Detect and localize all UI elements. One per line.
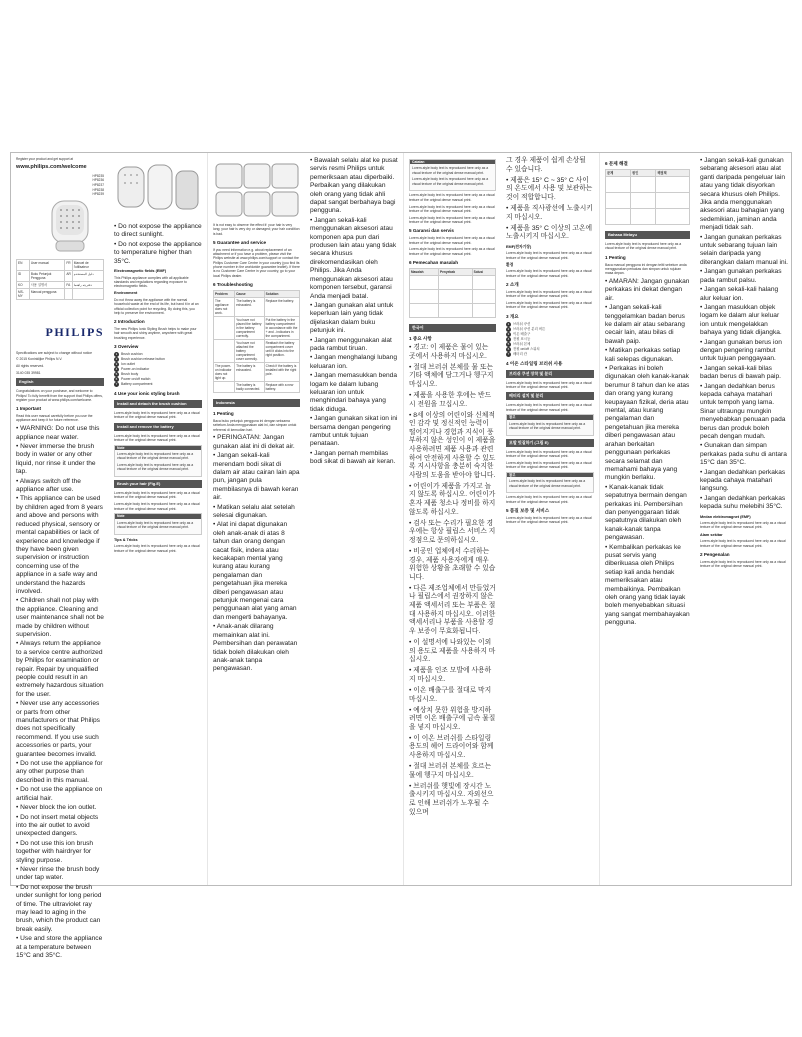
- filler-text: Lorem-style body text is reproduced here only as a visual texture of the original dense manual print.: [409, 193, 495, 202]
- ko-warning: • 비공인 업체에서 수리하는 경우, 제품 사용자에게 매우 위험한 상황을 초래할 수 있습니다.: [409, 548, 496, 581]
- ko-cushion-bar: 브러쉬 쿠션 장착 및 분리: [506, 370, 594, 378]
- overview-item-label: 전원 on/off 스위치: [513, 346, 540, 351]
- filler-text: Lorem-style body text is reproduced here only as a visual texture of the original dense manual print.: [506, 290, 592, 299]
- ko-warning: • 이온 배출구를 절대로 막지 마십시오.: [409, 686, 492, 703]
- en-battery-bar: Install and remove the battery: [114, 423, 202, 431]
- table-row: [410, 303, 496, 317]
- lang-tab-korean: 한국어: [409, 324, 496, 332]
- lang-code: FR: [65, 259, 72, 270]
- en-warnings: [16, 425, 104, 960]
- filler-text: Lorem-style body text is reproduced here only as a visual texture of the original dense manual print.: [509, 479, 586, 488]
- ko-env-heading: 환경: [506, 262, 514, 267]
- lang-name: [72, 288, 103, 299]
- ms-warning: • Jangan gunakan perkakas pada rambut palsu.: [700, 268, 782, 284]
- id-masalah-heading: 6 Pemecahan masalah: [409, 259, 459, 265]
- id-warning: • Jangan menggunakan alat pada rambut tiruan.: [310, 336, 392, 352]
- en-use-heading: 4 Use your ionic styling brush: [114, 391, 180, 396]
- step-illustration: [213, 161, 301, 219]
- table-cell: The battery is badly connected.: [235, 381, 265, 392]
- ms-warning: • Jangan masukkan objek logam ke dalam alur keluar ion untuk mengelakkan bahaya yang tidak dijangka.: [700, 303, 782, 337]
- ko-warning: • 다른 제조업체에서 만들었거나 필립스에서 권장하지 않은 제품 액세서리 또는 부품은 절대 사용하지 마십시오. 이러한 액세서리나 부품을 사용할 경우 보증이 무효화됩니다.: [409, 584, 496, 635]
- table-row: [606, 209, 690, 225]
- filler-text: Lorem-style body text is reproduced here only as a visual texture of the original dense manual print.: [509, 421, 586, 430]
- lang-code: KO: [17, 281, 30, 288]
- overview-item-label: 브러쉬 본체: [513, 341, 531, 346]
- overview-item: 1 브러쉬 쿠션: [507, 321, 531, 326]
- note-heading: 참고: [507, 415, 593, 419]
- overview-item-label: 이온 배출구: [513, 331, 531, 336]
- ko-warning: • 어린이가 제품을 가지고 놀지 않도록 하십시오. 어린이가 혼자 제품 청소나 정비를 하지 않도록 하십시오.: [409, 482, 496, 516]
- id-warning: • Jangan gunakan sikat ion ini bersama dengan pengering rambut untuk tujuan penataan.: [310, 415, 398, 448]
- overview-item-label: 전원 표시등: [513, 336, 531, 341]
- ko-warning: • 8세 이상의 어린이와 신체적인 감각 및 정신적인 능력이 떨어지거나 경험과 지식이 풍부하지 않은 성인이 이 제품을 사용하려면 제품 사용과 관련하여 안전하게 사용할 수 있도록 지시사항을 충분히 숙지한 사람의 도움을 받아야 합니다.: [409, 411, 496, 479]
- en-emf-heading: Electromagnetic fields (EMF): [114, 269, 167, 274]
- ko-note-box-2: [506, 472, 594, 493]
- en-env-heading: Environment: [114, 291, 138, 296]
- ko-column-7: [599, 153, 695, 885]
- ms-warning: • Jangan gunakan perkakas untuk sebarang tujuan lain selain daripada yang diterangkan dalam manual ini.: [700, 233, 788, 266]
- id-warnings-cont: [310, 157, 398, 467]
- en-overview-list: [114, 352, 202, 387]
- doc-number: 3140 035 39981: [16, 370, 41, 375]
- overview-item: 4 전원 표시등: [507, 336, 531, 341]
- lang-code: FA: [65, 281, 72, 288]
- ko-warning: • 경고: 이 제품은 물이 있는 곳에서 사용하지 마십시오.: [409, 343, 489, 360]
- table-header: 문제: [606, 170, 631, 177]
- ko-warning: • 브러쉬를 햇빛에 장시간 노출시키지 마십시오. 자외선으로 인해 브러쉬가 노후될 수 있으며: [409, 782, 494, 816]
- en-brush-bar: Brush your hair (Fig.E): [114, 480, 202, 488]
- filler-text: Lorem-style body text is reproduced here only as a visual texture of the original dense manual print.: [506, 495, 592, 504]
- en-warning: • Do not use the appliance for any other purpose than described in this manual.: [16, 760, 103, 784]
- ko-warning: • 제품을 직사광선에 노출시키지 마십시오.: [506, 204, 593, 221]
- filler-text: Lorem-style body text is reproduced here only as a visual texture of the original dense manual print.: [506, 460, 592, 470]
- lang-name: Manuel de l'utilisateur: [72, 259, 103, 270]
- table-row: [214, 362, 300, 381]
- cover-column: [11, 153, 109, 960]
- id-warning: • Jangan sekali-kali menggunakan aksesori atau komponen apa pun dari produsen lain atau yang tidak secara khusus direkomendasikan oleh Philips. Jika Anda menggunakan aksesori atau komponen tersebut, garansi Anda menjadi batal.: [310, 216, 397, 300]
- table-row: [606, 177, 690, 193]
- model-code: HP8238: [92, 187, 104, 192]
- filler-text: Lorem-style body text is reproduced here only as a visual texture of the original dense manual print.: [506, 380, 592, 390]
- lang-code: MS-MY: [17, 288, 30, 299]
- en-warning: • Never use any accessories or parts from other manufacturers or that Philips does not specifically recommend. If you use such accessories or parts, your guarantee becomes invalid.: [16, 700, 100, 758]
- table-row: [214, 381, 300, 392]
- lang-name: دفترچه راهنما: [72, 281, 103, 288]
- en-column-2: [109, 153, 207, 885]
- filler-text: Lorem-style body text is reproduced here only as a visual texture of the original dense manual print.: [412, 166, 489, 175]
- table-header: Masalah: [410, 268, 439, 275]
- ko-warning: • 검사 또는 수리가 필요한 경우에는 항상 필립스 서비스 지정점으로 문의하십시오.: [409, 519, 496, 544]
- filler-text: Lorem-style body text is reproduced here only as a visual texture of the original dense manual print.: [506, 403, 592, 412]
- en-tips-heading: Tips & Tricks: [114, 537, 138, 542]
- en-important-heading: 1 Important: [16, 406, 42, 412]
- table-cell: Check if the battery is installed with the right pole.: [264, 362, 299, 381]
- en-install-bar: Install and detach the brush cushion: [114, 400, 202, 408]
- filler-text: Lorem-style body text is reproduced here only as a visual texture of the original dense manual print.: [506, 515, 592, 525]
- en-guarantee-heading: 5 Guarantee and service: [213, 239, 267, 245]
- ms-env-heading: Alam sekitar: [700, 532, 723, 537]
- overview-item: 2 Brush cushion release button: [115, 357, 165, 361]
- model-code: HP8237: [92, 182, 104, 187]
- table-header: Problem: [214, 290, 235, 297]
- lang-tab-indonesia: Indonesia: [213, 399, 300, 407]
- table-cell: [214, 339, 235, 362]
- ko-battery-bar: 배터리 설치 및 분리: [506, 392, 594, 400]
- en-column-3: [207, 153, 305, 885]
- overview-item-label: Brush cushion: [121, 352, 143, 356]
- id-trouble-table: [409, 268, 496, 318]
- note-heading: Note: [115, 446, 201, 450]
- filler-text: Lorem-style body text is reproduced here only as a visual texture of the original dense manual print.: [114, 433, 200, 442]
- register-line: Register your product and get support at: [16, 157, 74, 161]
- filler-text: Lorem-style body text is reproduced here only as a visual texture of the original dense manual print.: [700, 559, 786, 569]
- ko-warning: • 제품을 35° C 이상의 고온에 노출시키지 마십시오.: [506, 224, 593, 241]
- id-warning: • Anak-anak dilarang memainkan alat ini. Pembersihan dan perawatan tidak boleh dilakukan oleh anak-anak tanpa pengawasan.: [213, 623, 298, 673]
- en-warning: • Children shall not play with the appliance. Cleaning and user maintenance shall not be made by children without supervision.: [16, 597, 104, 638]
- table-row: [214, 297, 300, 316]
- overview-item-label: Power-on indicator: [121, 367, 150, 371]
- table-header: Penyebab: [439, 268, 473, 275]
- overview-item: 6 전원 on/off 스위치: [507, 346, 540, 351]
- id-column-4: [305, 153, 403, 885]
- ko-warning: • 예상치 못한 위험을 방지하려면 이온 배출구에 금속 물질을 넣지 마십시오.: [409, 706, 496, 731]
- lang-code: AR: [65, 270, 72, 281]
- ms-penting-intro: Baca manual pengguna ini dengan teliti sebelum anda menggunakan perkakas dan simpan untuk rujukan masa depan.: [605, 262, 687, 276]
- filler-text: Lorem-style body text is reproduced here only as a visual texture of the original dense manual print.: [114, 544, 200, 553]
- filler-text: Lorem-style body text is reproduced here only as a visual texture of the original dense manual print.: [605, 242, 682, 251]
- filler-text: Lorem-style body text is reproduced here only as a visual texture of the original dense manual print.: [506, 251, 592, 260]
- table-cell: The power-on indicator does not light up.: [214, 362, 235, 381]
- en-env-text: Do not throw away the appliance with the normal household waste at the end of its life, but hand it in at an official collection point for recycling. By doing this, you help to preserve the environment.: [114, 297, 199, 315]
- lang-name: User manual: [29, 259, 65, 270]
- en-warning: • Never block the ion outlet.: [16, 804, 97, 812]
- id-warning: • Jangan sekali-kali merendam bodi sikat di dalam air atau cairan lain apa pun, jangan pula membilasnya di bawah keran air.: [213, 452, 300, 502]
- filler-text: Lorem-style body text is reproduced here only as a visual texture of the original dense manual print.: [506, 449, 592, 459]
- ko-trouble-heading: 6 문제 해결: [605, 161, 628, 166]
- en-warning: • Do not expose the appliance to temperature higher than 35°C.: [114, 240, 202, 265]
- model-code: HP8239: [92, 192, 104, 197]
- ms-warning: • Jangan gunakan berus ion dengan pengering rambut untuk tujuan penggayaan.: [700, 338, 782, 363]
- overview-item-label: Battery compartment: [121, 382, 153, 386]
- overview-item-label: 배터리 칸: [513, 351, 528, 356]
- ko-brush-bar: 모발 빗질하기 (그림 E): [506, 439, 594, 447]
- ms-warnings-cont: [700, 157, 788, 512]
- ko-warning: • 이 설명서에 나와있는 이외의 용도로 제품을 사용하지 마십시오.: [409, 638, 496, 664]
- filler-text: Lorem-style body text is reproduced here only as a visual texture of the original dense manual print.: [114, 411, 200, 420]
- overview-item-label: 브러쉬 쿠션: [513, 321, 531, 326]
- table-cell: The battery is exhausted.: [235, 297, 265, 316]
- language-table: [16, 259, 104, 300]
- ms-warning: • Perkakas ini boleh digunakan oleh kanak-kanak berumur 8 tahun dan ke atas dan orang yang kurang keupayaan fizikal, deria atau mental, atau kurang pengalaman dan pengetahuan jika mereka diberi pengawasan atau arahan berkaitan penggunaan perkakas secara selamat dan memahami bahaya yang mungkin berlaku.: [605, 365, 690, 482]
- ko-note-box: [506, 414, 594, 435]
- table-row: [410, 289, 496, 303]
- en-intro: Congratulations on your purchase, and welcome to Philips! To fully benefit from the support that Philips offers, register your product at www.philips.com/welcome.: [16, 389, 103, 402]
- ko-warning: • 이 이온 브러쉬를 스타일링 용도의 헤어 드라이어와 함께 사용하지 마십시오.: [409, 734, 494, 760]
- lang-name: 사용 설명서: [29, 281, 65, 288]
- table-header: Cause: [235, 290, 265, 297]
- model-code: HP8235: [92, 173, 104, 178]
- overview-item: 3 이온 배출구: [507, 331, 531, 336]
- overview-item: 3 Ion outlet: [115, 362, 135, 366]
- ko-warnings-cont: [506, 157, 594, 242]
- id-penting-heading: 1 Penting: [213, 410, 234, 416]
- overview-item-label: Power on/off switch: [121, 377, 151, 381]
- product-image: [16, 197, 104, 259]
- id-warning: • Bawalah selalu alat ke pusat servis resmi Philips untuk pemeriksaan atau diperbaiki. Perbaikan yang dilakukan oleh orang yang tidak ahli dapat sangat berbahaya bagi pengguna.: [310, 157, 398, 215]
- filler-text: Lorem-style body text is reproduced here only as a visual texture of the original dense manual print.: [700, 539, 786, 548]
- ko-overview-heading: 3 개요: [506, 313, 519, 319]
- overview-item-label: Ion outlet: [121, 362, 135, 366]
- en-intro-heading: 2 Introduction: [114, 319, 145, 325]
- ko-warning: 그 경우 제품이 쉽게 손상될 수 있습니다.: [506, 157, 586, 173]
- ms-penting-heading: 1 Penting: [605, 254, 626, 260]
- id-warning: • Jangan menghalangi lubang keluaran ion.: [310, 354, 397, 370]
- id-warnings: [213, 434, 300, 673]
- ko-warning: • 제품을 인조 모발에 사용하지 마십시오.: [409, 667, 492, 683]
- table-cell: Put the battery in the battery compartment in accordance with the + and - indicators in the compartment.: [264, 316, 299, 339]
- id-warning: • Jangan pernah membilas bodi sikat di bawah air keran.: [310, 449, 396, 466]
- note-heading: Note: [115, 514, 201, 518]
- id-column-5: [403, 153, 501, 885]
- en-emf-text: This Philips appliance complies with all applicable standards and regulations regarding exposure to electromagnetic fields.: [114, 275, 189, 289]
- ko-warning: • 제품을 사용한 후에는 반드시 전원을 끄십시오.: [409, 391, 492, 408]
- en-warning: • Do not insert metal objects into the air outlet to avoid unexpected dangers.: [16, 813, 99, 838]
- en-warning: • WARNING: Do not use this appliance near water.: [16, 425, 100, 441]
- table-row: [214, 339, 300, 362]
- en-trouble-heading: 6 Troubleshooting: [213, 281, 253, 287]
- table-cell: Replace the battery.: [264, 297, 299, 316]
- ms-warning: • Jangan dedahkan berus kepada cahaya matahari untuk tempoh yang lama. Sinar ultraungu mungkin menyebabkan penuaan pada berus dan produk boleh pecah dengan mudah.: [700, 382, 786, 440]
- en-overview-heading: 3 Overview: [114, 344, 139, 349]
- en-warnings-cont: [114, 223, 202, 266]
- table-cell: The appliance does not work.: [214, 297, 235, 316]
- table-row: [214, 316, 300, 339]
- table-header: 해결책: [656, 170, 690, 177]
- lang-tab-malay: Bahasa Melayu: [605, 231, 690, 239]
- ms-emf-heading: Medan elektromagnet (EMF): [700, 514, 751, 519]
- table-header: 원인: [631, 170, 656, 177]
- step-figures: [213, 161, 300, 219]
- en-warning: • Do not use this ion brush together with hairdryer for styling purpose.: [16, 839, 94, 864]
- ms-column-8: [695, 153, 793, 885]
- ms-warning: • Kanak-kanak tidak sepatutnya bermain dengan perkakas ini. Pembersihan dan penyenggaraan tidak sepatutnya dilakukan oleh kanak-kanak tanpa pengawasan.: [605, 483, 687, 542]
- table-cell: [214, 381, 235, 392]
- manual-sheet: [10, 152, 792, 960]
- id-penting-intro: Baca buku petunjuk pengguna ini dengan seksama sebelum Anda menggunakan alat ini, dan simpan untuk referensi di kemudian hari.: [213, 418, 297, 432]
- ko-warning: • 제품은 15° C ~ 35° C 사이의 온도에서 사용 및 보관하는 것이 적합합니다.: [506, 176, 593, 201]
- table-cell: You have not placed the battery in the battery compartment correctly.: [235, 316, 265, 339]
- ko-guarantee-heading: 5 품질 보증 및 서비스: [506, 507, 550, 513]
- table-cell: Replace with a new battery.: [264, 381, 299, 392]
- ms-warning: • AMARAN: Jangan gunakan perkakas ini dekat dengan air.: [605, 277, 690, 302]
- en-note-box: [114, 445, 202, 477]
- ko-warning: • 절대 브러쉬 본체를 물 또는 기타 액체에 담그거나 헹구지 마십시오.: [409, 363, 494, 388]
- overview-illustration: [114, 161, 202, 219]
- filler-text: Lorem-style body text is reproduced here only as a visual texture of the original dense manual print.: [114, 502, 200, 511]
- id-warning: • Alat ini dapat digunakan oleh anak-anak di atas 8 tahun dan orang dengan cacat fisik, indera atau kecakapan mental yang kurang atau kurang pengalaman dan pengetahuan jika mereka diberi pengawasan atau petunjuk mengenai cara penggunaan alat yang aman dan mengerti bahayanya.: [213, 521, 297, 621]
- ko-overview-list: [506, 322, 594, 357]
- en-warning: • Always switch off the appliance after use.: [16, 477, 81, 494]
- en-warning: • Do not expose the appliance to direct sunlight.: [114, 223, 202, 239]
- en-important-intro: Read this user manual carefully before you use the appliance and keep it for future reference.: [16, 414, 93, 423]
- table-header: Solusi: [472, 268, 495, 275]
- lang-name: دليل المستخدم: [72, 270, 103, 281]
- overview-item: 4 Power-on indicator: [115, 367, 150, 371]
- overview-item: 1 Brush cushion: [115, 352, 143, 356]
- table-row: [606, 193, 690, 209]
- table-row: [410, 275, 496, 289]
- ko-warning: • 절대 브러쉬 본체를 흐르는 물에 헹구지 마십시오.: [409, 763, 492, 779]
- filler-text: Lorem-style body text is reproduced here only as a visual texture of the original dense manual print.: [114, 491, 200, 500]
- lang-name: Manual pengguna: [29, 288, 65, 299]
- lang-code: EN: [17, 259, 30, 270]
- ko-intro-heading: 2 소개: [506, 282, 519, 288]
- id-warning: • Jangan gunakan alat untuk keperluan lain yang tidak dijelaskan dalam buku petunjuk ini.: [310, 301, 394, 335]
- id-warning: • PERINGATAN: Jangan gunakan alat ini di dekat air.: [213, 434, 295, 450]
- lang-code: ID: [17, 270, 30, 281]
- en-guarantee-text: If you need information e.g. about replacement of an attachment or if you have a problem, please visit the Philips website at www.philips.com/support or contact the Philips Customer Care Centre in your country (you find its phone number in the worldwide guarantee leaflet). If there is no Customer Care Centre in your country, go to your local Philips dealer.: [213, 247, 300, 278]
- en-warning: • Always return the appliance to a service centre authorized by Philips for examination or repair. Repair by unqualified people could result in an extremely hazardous situation for the user.: [16, 640, 104, 698]
- id-garansi-heading: 5 Garansi dan servis: [409, 228, 454, 234]
- ko-important-heading: 1 중요 사항: [409, 335, 432, 341]
- rights: All rights reserved.: [16, 364, 45, 369]
- overview-item: 7 Battery compartment: [115, 382, 153, 386]
- en-warning: • Do not expose the brush under sunlight for long period of time. The ultraviolet ray may lead to aging in the brush, which the product can break easily.: [16, 883, 102, 933]
- filler-text: Lorem-style body text is reproduced here only as a visual texture of the original dense manual print.: [117, 520, 194, 529]
- overview-item-label: Brush cushion release button: [121, 357, 165, 361]
- en-warning: • Never rinse the brush body under tap water.: [16, 865, 100, 882]
- filler-text: Lorem-style body text is reproduced here only as a visual texture of the original dense manual print.: [409, 236, 495, 245]
- ms-warning: • Jangan sekali-kali gunakan sebarang aksesori atau alat ganti daripada pengeluar lain atau yang tidak disyorkan secara khusus oleh Philips. Jika anda menggunakan aksesori atau bahagian yang sedemikian, jaminan anda menjadi tidak sah.: [700, 157, 786, 232]
- filler-text: Lorem-style body text is reproduced here only as a visual texture of the original dense manual print.: [700, 521, 786, 530]
- model-code: HP8236: [92, 178, 104, 183]
- filler-text: Lorem-style body text is reproduced here only as a visual texture of the original dense manual print.: [409, 215, 495, 224]
- ms-warning: • Jangan dedahkan perkakas kepada suhu melebihi 35°C.: [700, 494, 786, 511]
- brand-logo: PHILIPS: [45, 324, 104, 339]
- overview-item-label: 브러쉬 쿠션 분리 버튼: [513, 326, 546, 331]
- model-codes: [16, 174, 104, 197]
- id-warning: • Matikan selalu alat setelah selesai digunakan.: [213, 503, 295, 520]
- overview-item: 6 Power on/off switch: [115, 377, 151, 381]
- copyright: © 2015 Koninklijke Philips N.V.: [16, 357, 63, 362]
- ko-column-6: [501, 153, 599, 885]
- ms-warnings: [605, 278, 690, 628]
- ms-warning: • Jangan sekali-kali bilas badan berus di bawah paip.: [700, 364, 782, 381]
- lang-tab-english: English: [16, 378, 104, 386]
- id-note-box: [409, 159, 496, 191]
- ms-warning: • Matikan perkakas setiap kali selepas digunakan.: [605, 347, 681, 363]
- overview-item-label: Brush body: [121, 372, 139, 376]
- overview-diagram: [114, 161, 202, 219]
- note-heading: Catatan: [410, 160, 495, 164]
- filler-text: Lorem-style body text is reproduced here only as a visual texture of the original dense manual print.: [409, 247, 495, 256]
- table-cell: You have not attached the battery compartment cover correctly.: [235, 339, 265, 362]
- ko-warnings: [409, 344, 496, 817]
- filler-text: Lorem-style body text is reproduced here only as a visual texture of the original dense manual print.: [412, 177, 489, 186]
- en-intro-text: The new Philips Ionic Styling Brush helps to make your hair smooth and shiny anytime, anywhere with great brushing experience.: [114, 327, 197, 340]
- overview-item: 2 브러쉬 쿠션 분리 버튼: [507, 326, 546, 331]
- en-note-box-2: [114, 513, 202, 534]
- ms-warning: • Kembalikan perkakas ke pusat servis yang diberikuasa oleh Philips setiap kali anda hendak memeriksakan atau membaikinya. Pembaikan oleh orang yang tidak layak boleh menyebabkan situasi yang sangat membahayakan pengguna.: [605, 543, 690, 627]
- ms-warning: • Jangan dedahkan perkakas kepada cahaya matahari langsung.: [700, 468, 786, 493]
- ko-trouble-table: [605, 169, 690, 225]
- overview-item: 5 Brush body: [115, 372, 139, 376]
- note-heading: 참고: [507, 473, 593, 477]
- lang-code: [65, 288, 72, 299]
- overview-item: 7 배터리 칸: [507, 351, 528, 356]
- en-warning: • Do not use the appliance on artificial hair.: [16, 786, 103, 802]
- filler-text: Lorem-style body text is reproduced here only as a visual texture of the original dense manual print.: [409, 204, 495, 213]
- filler-text: Lorem-style body text is reproduced here only as a visual texture of the original dense manual print.: [506, 301, 592, 310]
- philips-url[interactable]: www.philips.com/welcome: [16, 163, 87, 170]
- id-warning: • Jangan memasukkan benda logam ke dalam lubang keluaran ion untuk menghindari bahaya yang tidak diduga.: [310, 372, 397, 413]
- table-cell: [214, 316, 235, 339]
- ms-warning: • Gunakan dan simpan perkakas pada suhu di antara 15°C dan 35°C.: [700, 442, 787, 467]
- overview-item: 5 브러쉬 본체: [507, 341, 531, 346]
- brush-illustration: [40, 197, 100, 257]
- lang-name: Buku Petunjuk Pengguna: [29, 270, 65, 281]
- table-cell: The battery is exhausted.: [235, 362, 265, 381]
- table-cell: Reattach the battery compartment cover until it clicks into the right position.: [264, 339, 299, 362]
- ko-use-heading: 4 이온 스타일링 브러쉬 사용: [506, 360, 563, 366]
- en-warning: • Never immerse the brush body in water or any other liquid, nor rinse it under the tap.: [16, 443, 96, 476]
- table-header: Solution: [264, 290, 299, 297]
- ms-warning: • Jangan sekali-kali halang alur keluar ion.: [700, 286, 779, 302]
- ms-warning: • Jangan sekali-kali tenggelamkan badan berus ke dalam air atau sebarang cecair lain, atau bilas di bawah paip.: [605, 304, 685, 345]
- en-tips-cont: It is not easy to observe the effect if: your hair is very long; your hair is very dry or damaged; your hair condition is bad.: [213, 223, 300, 236]
- spec-notice: Specifications are subject to change without notice: [16, 350, 92, 355]
- en-trouble-table: [213, 290, 300, 393]
- filler-text: Lorem-style body text is reproduced here only as a visual texture of the original dense manual print.: [117, 463, 194, 472]
- ko-emf-heading: EMF(전자기장): [506, 244, 532, 249]
- en-warning: • This appliance can be used by children aged from 8 years and above and persons with reduced physical, sensory or mental capabilities or lack of experience and knowledge if they have been given supervision or instruction concerning use of the appliance in a safe way and understand the hazards involved.: [16, 495, 103, 595]
- filler-text: Lorem-style body text is reproduced here only as a visual texture of the original dense manual print.: [117, 451, 194, 461]
- en-warning: • Use and store the appliance at a temperature between 15°C and 35°C.: [16, 935, 103, 960]
- ms-intro-heading: 2 Pengenalan: [700, 551, 730, 557]
- filler-text: Lorem-style body text is reproduced here only as a visual texture of the original dense manual print.: [506, 269, 592, 278]
